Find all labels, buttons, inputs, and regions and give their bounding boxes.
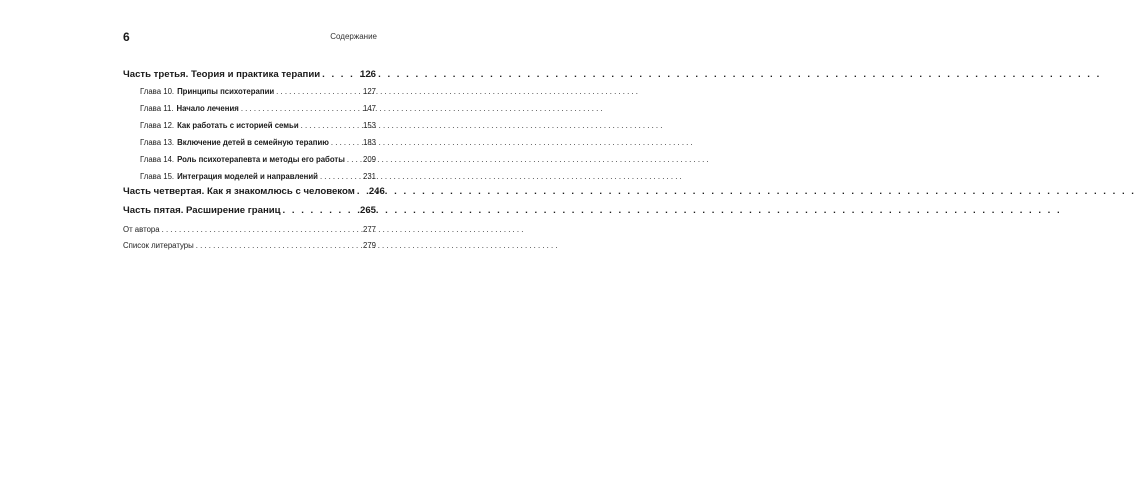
toc-chapter-title: Включение детей в семейную терапию xyxy=(177,138,329,147)
toc-leader xyxy=(322,68,358,82)
toc-chapter-10 xyxy=(123,86,376,97)
toc-chapter-11 xyxy=(123,103,376,114)
toc-leader xyxy=(283,204,358,218)
toc-misc-title: От автора xyxy=(123,225,160,234)
book-page xyxy=(0,0,500,500)
toc-page-number: 147 xyxy=(362,104,376,113)
toc-misc-title: Список литературы xyxy=(123,241,194,250)
toc-from-author xyxy=(123,224,376,235)
toc-page-number: 265 xyxy=(359,205,376,216)
toc-chapter-title: Начало лечения xyxy=(176,104,239,113)
toc-chapter-number: Глава 15. xyxy=(140,172,175,181)
toc-chapter-title: Как работать с историей семьи xyxy=(177,121,299,130)
toc-page-number: 246 xyxy=(368,186,385,197)
toc-leader xyxy=(276,86,361,97)
running-head: Содержание xyxy=(330,32,377,41)
toc-leader xyxy=(196,240,361,251)
toc-chapter-number: Глава 13. xyxy=(140,138,175,147)
toc-part-three xyxy=(123,68,376,82)
toc-part-five xyxy=(123,204,376,218)
toc-chapter-title: Роль психотерапевта и методы его работы xyxy=(177,155,345,164)
toc-part-four xyxy=(123,185,385,199)
toc-leader xyxy=(320,171,361,182)
toc-chapter-title: Принципы психотерапии xyxy=(177,87,275,96)
toc-page-number: 153 xyxy=(362,121,376,130)
toc-leader xyxy=(241,103,361,114)
toc-leader xyxy=(162,224,361,235)
toc-chapter-title: Интеграция моделей и направлений xyxy=(177,172,318,181)
toc-part-title: Часть четвертая. Как я знакомлюсь с человеком xyxy=(123,186,355,197)
toc-page-number: 279 xyxy=(362,241,376,250)
toc-leader xyxy=(331,137,361,148)
toc-chapter-number: Глава 12. xyxy=(140,121,175,130)
toc-page-number: 126 xyxy=(359,69,376,80)
toc-chapter-12 xyxy=(123,120,376,131)
toc-page-number: 277 xyxy=(362,225,376,234)
toc-page-number: 231 xyxy=(362,172,376,181)
toc-page-number: 209 xyxy=(362,155,376,164)
toc-leader xyxy=(357,185,367,199)
toc-chapter-number: Глава 11. xyxy=(140,104,174,113)
toc-leader xyxy=(301,120,361,131)
toc-chapter-number: Глава 10. xyxy=(140,87,175,96)
toc-part-title: Часть третья. Теория и практика терапии xyxy=(123,69,321,80)
toc-chapter-15 xyxy=(123,171,376,182)
toc-page-number: 127 xyxy=(362,87,376,96)
toc-page-number: 183 xyxy=(362,138,376,147)
toc-leader xyxy=(347,154,361,165)
toc-bibliography xyxy=(123,240,376,251)
toc-chapter-13 xyxy=(123,137,376,148)
page-number: 6 xyxy=(123,30,130,44)
toc-chapter-number: Глава 14. xyxy=(140,155,175,164)
toc-chapter-14 xyxy=(123,154,376,165)
toc-part-title: Часть пятая. Расширение границ xyxy=(123,205,281,216)
